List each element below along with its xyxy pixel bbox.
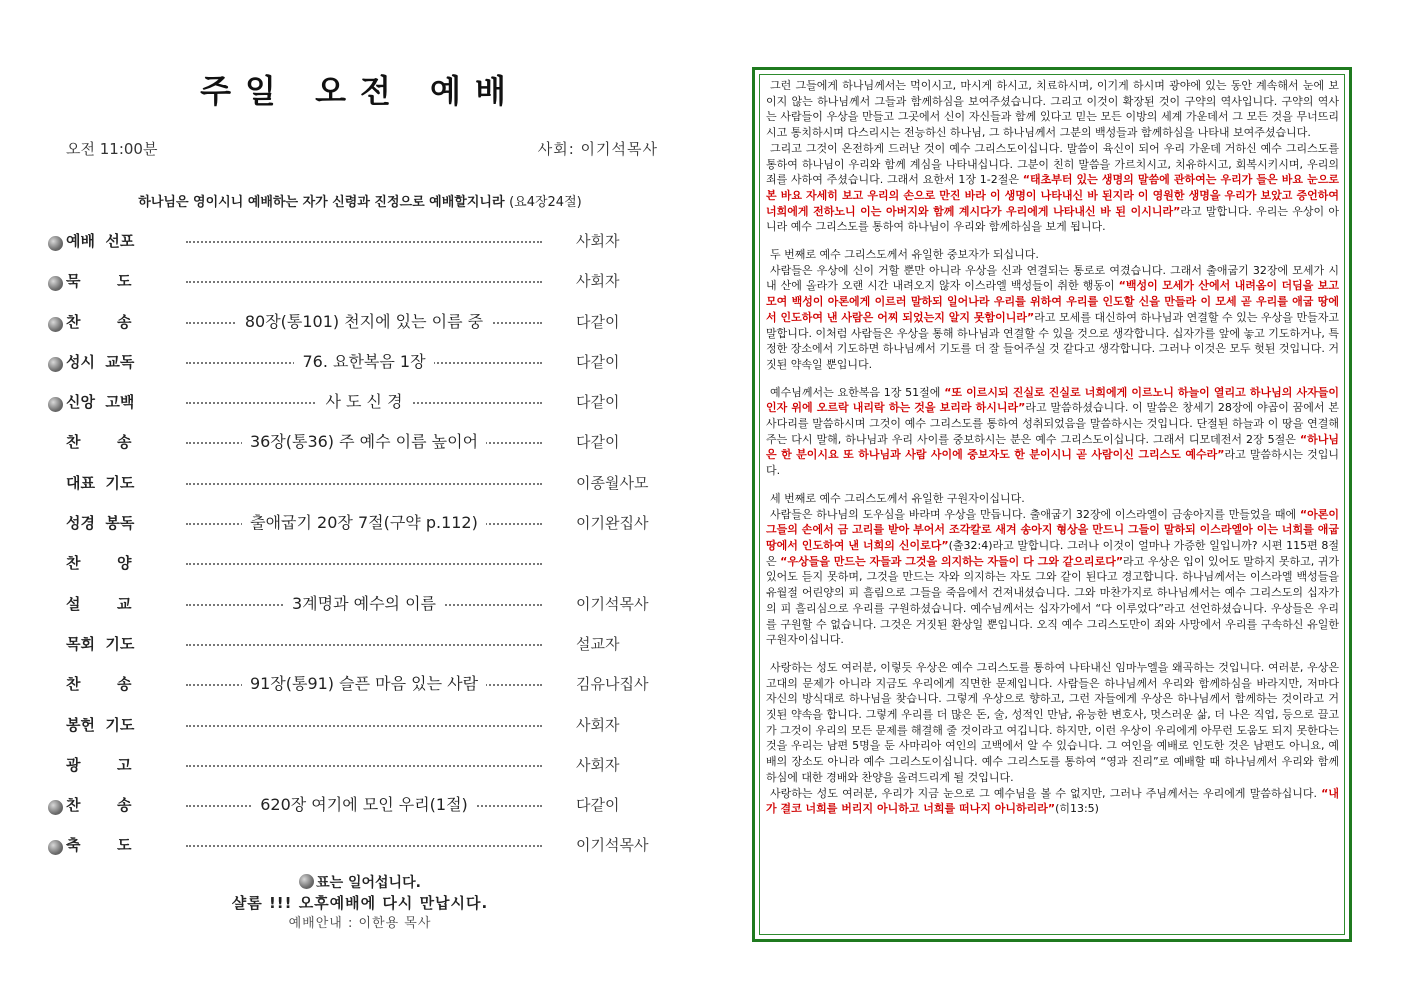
order-list xyxy=(40,226,680,871)
order-item-leader: 설교자 xyxy=(576,634,620,653)
sermon-paragraph xyxy=(766,247,1339,263)
sermon-text-run: 사랑하는 성도 여러분, 우리가 지금 눈으로 그 예수님을 볼 수 없지만, 그러나 주님께서는 우리에게 말씀하십니다. xyxy=(770,786,1322,800)
order-item xyxy=(40,508,680,548)
order-item-text: 36장(통36) 주 예수 이름 높이어 xyxy=(242,432,486,451)
sermon-text-run: 그런 그들에게 하나님께서는 먹이시고, 마시게 하시고, 치료하시며, 이기게 하시며 광야에 있는 동안 계속해서 눈에 보이지 않는 하나님께서 그들과 함께하심을 보여주셨습니다. 그리고 이것이 확장된 것이 구약의 역사입니다. 구약의 역사는 사람들이 우상을 만들고 그곳에서 신이 자신들과 함께 있다고 믿는 모든 이방의 세계 가운데서 그 모든 것을 무너뜨리시고 통치하시며 다스리시는 전능하신 하나님, 그 하나님께서 그분의 백성들과 함께하심을 나타내 보여주셨습니다. xyxy=(766,79,1339,140)
order-item-label: 찬 송 xyxy=(66,675,132,694)
scripture-quote: “태초부터 있는 생명의 말씀에 관하여는 우리가 들은 바요 눈으로 본 바요 자세히 보고 우리의 손으로 만진 바라 이 생명이 나타내신 바 된지라 이 영원한 생명을 우리가 보았고 증언하여 너희에게 전하노니 이는 아버지와 함께 계시다가 우리에게 나타내신 바 된 이시니라” xyxy=(766,173,1340,218)
sermon-paragraph xyxy=(766,786,1339,817)
order-item-content xyxy=(186,309,542,333)
scripture-quote: “백성이 모세가 산에서 내려옴이 더딤을 보고 모여 백성이 아론에게 이르러 말하되 일어나라 우리를 위하여 우리를 인도할 신을 만들라 이 모세 곧 우리를 애굽 땅에서 인도하여 낸 사람은 어찌 되었는지 알지 못함이니라” xyxy=(766,279,1339,324)
sermon-text-run: 세 번째로 예수 그리스도께서 유일한 구원자이십니다. xyxy=(770,491,1025,505)
order-item-text: 80장(통101) 천지에 있는 이름 중 xyxy=(237,312,491,331)
order-item-text: 3계명과 예수의 이름 xyxy=(284,594,444,613)
order-item-content xyxy=(186,429,542,453)
order-item-content xyxy=(186,832,542,856)
order-item-label: 성시 교독 xyxy=(66,352,135,371)
sermon-paragraph xyxy=(766,78,1339,141)
sermon-paragraph xyxy=(766,385,1339,479)
order-item-leader: 사회자 xyxy=(576,755,620,774)
order-item-label: 신앙 고백 xyxy=(66,393,135,412)
order-item-content xyxy=(186,470,542,494)
order-item-leader: 다같이 xyxy=(576,393,620,412)
stand-bullet-icon xyxy=(48,317,63,332)
sermon-paragraph xyxy=(766,141,1339,235)
order-item-content xyxy=(186,792,542,816)
order-item-content xyxy=(186,228,542,252)
order-item xyxy=(40,266,680,306)
order-item-text: 620장 여기에 모인 우리(1절) xyxy=(252,795,476,814)
order-item-label: 찬 송 xyxy=(66,433,132,452)
sermon-text-run: (출32:4)라고 말합니다. 그러나 이것이 얼마나 가증한 일입니까? 시편 115편 8절은 xyxy=(766,538,1339,568)
sermon-text-run: 라고 말씀하셨습니다. 이 말씀은 창세기 28장에 야곱이 꿈에서 본 사다리를 말씀하시며 그것이 예수 그리스도를 통하여 성취되었음을 말씀하시는 것입니다. 단절된 하늘과 이 땅을 연결해주는 다시 말해, 하나님과 우리 사이를 중보하시는 분은 예수 그리스도이십니다. 그래서 디모데전서 2장 5절은 xyxy=(766,401,1339,446)
stand-bullet-icon xyxy=(48,397,63,412)
stand-bullet-icon xyxy=(48,357,63,372)
service-guide: 예배안내 : 이한용 목사 xyxy=(288,916,432,931)
order-item xyxy=(40,669,680,709)
order-item-label: 대표 기도 xyxy=(66,473,135,492)
order-item-label: 목회 기도 xyxy=(66,634,135,653)
order-item xyxy=(40,307,680,347)
scripture-quote: “내가 결코 너희를 버리지 아니하고 너희를 떠나지 아니하리라” xyxy=(766,786,1339,816)
order-item-label: 묵 도 xyxy=(66,272,132,291)
order-item xyxy=(40,589,680,629)
order-item xyxy=(40,387,680,427)
order-item xyxy=(40,226,680,266)
order-item-leader: 다같이 xyxy=(576,352,620,371)
paragraph-gap xyxy=(766,373,1339,385)
shalom-note: 샬롬 !!! 오후예배에 다시 만납시다. xyxy=(231,894,489,912)
sermon-text-run: 그리고 그것이 온전하게 드러난 것이 예수 그리스도이십니다. 말씀이 육신이 되어 우리 가운데 거하신 예수 그리스도를 통하여 하나님이 우리와 함께 계심을 나타내십니다. 그분이 친히 말씀을 가르치시고, 치유하시고, 회복시키시며, 우리의 죄를 사하여 주셨습니다. 그래서 요한서 1장 1-2절은 xyxy=(766,141,1339,187)
order-item xyxy=(40,629,680,669)
order-item-leader: 사회자 xyxy=(576,232,620,250)
theme-verse xyxy=(40,191,680,210)
order-item xyxy=(40,830,680,870)
stand-bullet-icon xyxy=(48,800,63,815)
scripture-quote: “아론이 그들의 손에서 금 고리를 받아 부어서 조각칼로 새겨 송아지 형상을 만드니 그들이 말하되 이스라엘아 이는 너희를 애굽 땅에서 인도하여 낸 너희의 신이로다” xyxy=(766,507,1339,552)
order-item-label: 예배 선포 xyxy=(66,232,135,250)
order-item-leader: 사회자 xyxy=(576,272,620,291)
order-item-leader: 사회자 xyxy=(576,715,620,734)
sermon-text xyxy=(759,74,1345,935)
order-item-leader: 이기석목사 xyxy=(576,836,649,855)
stand-bullet-icon xyxy=(48,276,63,291)
order-item-label: 찬 송 xyxy=(66,796,132,815)
sermon-text-run: 라고 말씀하시는 것입니다. xyxy=(766,448,1339,478)
order-of-service xyxy=(40,60,680,960)
sermon-text-run: 사람들은 하나님의 도우심을 바라며 우상을 만듭니다. 출애굽기 32장에 이스라엘이 금송아지를 만들었을 때에 xyxy=(770,507,1300,521)
stand-bullet-icon xyxy=(48,236,63,251)
dotted-leader xyxy=(186,281,542,283)
sermon-text-run: 라고 우상은 입이 있어도 말하지 못하고, 귀가 있어도 듣지 못하며, 그것을 만드는 자와 의지하는 자도 그와 같이 된다고 경고합니다. 하나님께서는 이스라엘 백성들을 유월절 어린양의 피 흘림으로 그들을 죽음에서 건져내셨습니다. 그와 마찬가지로 하나님께서는 예수 그리스도의 십자가의 피 흘리심으로 우리를 구원하셨습니다. 예수님께서는 십자가에서 “다 이루었다”라고 선언하셨습니다. 우상들은 우리를 구원할 수 없습니다. 그것은 거짓된 환상일 뿐입니다. 오직 예수 그리스도만이 죄와 사망에서 우리를 구속하신 유일한 구원자이십니다. xyxy=(766,554,1339,647)
order-item-text: 출애굽기 20장 7절(구약 p.112) xyxy=(242,513,486,532)
dotted-leader xyxy=(186,563,542,565)
scripture-quote: “우상들을 만드는 자들과 그것을 의지하는 자들이 다 그와 같으리로다” xyxy=(780,554,1124,568)
paragraph-gap xyxy=(766,235,1339,247)
sermon-text-run: 라고 말합니다. 우리는 우상이 아니라 예수 그리스도를 통하여 하나님이 우리와 함께하심을 보게 됩니다. xyxy=(766,204,1339,234)
sermon-paragraph xyxy=(766,491,1339,507)
theme-verse-text: 하나님은 영이시니 예배하는 자가 신령과 진정으로 예배할지니라 xyxy=(138,195,505,210)
page-title: 주일 오전 예배 xyxy=(200,72,520,110)
order-item xyxy=(40,790,680,830)
paragraph-gap xyxy=(766,479,1339,491)
service-host: 사회: 이기석목사 xyxy=(537,140,658,158)
stand-bullet-icon xyxy=(299,874,314,889)
order-item-content xyxy=(186,752,542,776)
dotted-leader xyxy=(186,845,542,847)
sermon-text-run: 라고 모세를 대신하여 하나님과 연결할 수 있는 우상을 만들자고 말합니다. 이처럼 사람들은 우상을 통해 하나님과 연결할 수 있을 것으로 생각합니다. 십자가를 앞에 놓고 기도하거나, 특정한 장소에서 기도하면 하나님께서 기도를 더 잘 들어주실 것 같다고 생각합니다. 그러나 이것은 모두 헛된 것입니다. 거짓된 약속일 뿐입니다. xyxy=(766,310,1339,371)
service-time: 오전 11:00분 xyxy=(66,140,158,158)
stand-note-text: 표는 일어섭니다. xyxy=(316,875,421,891)
order-item-leader: 이기완집사 xyxy=(576,514,649,533)
order-item-leader: 다같이 xyxy=(576,433,620,452)
order-item-content xyxy=(186,349,542,373)
order-item-content xyxy=(186,268,542,292)
sermon-text-run: 예수님께서는 요한복음 1장 51절에 xyxy=(770,385,945,399)
dotted-leader xyxy=(186,644,542,646)
sermon-paragraph xyxy=(766,507,1339,648)
stand-note xyxy=(40,872,680,892)
sermon-text-run: 사랑하는 성도 여러분, 이렇듯 우상은 예수 그리스도를 통하여 나타내신 임마누엘을 왜곡하는 것입니다. 여러분, 우상은 고대의 문제가 아니라 지금도 우리에게 직면한 문제입니다. 사람들은 하나님께서 우리와 함께하심을 바라지만, 저마다 자신의 방식대로 하나님을 찾습니다. 그렇게 우상으로 향하고, 그런 자들에게 우상은 하나님께서 함께하는 것이라고 거짓된 약속을 합니다. 그렇게 우리를 더 많은 돈, 술, 성적인 만남, 유능한 변호사, 멋스러운 삶, 더 나은 직업, 등으로 끌고 가 그것이 우리의 모든 문제를 해결해 줄 것이라고 여깁니다. 하지만, 이런 우상이 우리에게 아무런 도움도 되지 못한다는 것을 우리는 남편 5명을 둔 사마리아 여인의 고백에서 알 수 있습니다. 그 여인을 예배로 인도한 것은 남편도 아니요, 예배의 장소도 아니라 예수 그리스도이십니다. 예수 그리스도를 통하여 “영과 진리”로 예배할 때 하나님께서 우리와 함께하심에 대한 경배와 찬양을 올려드리게 될 것입니다. xyxy=(766,660,1339,784)
sermon-text-run: 두 번째로 예수 그리스도께서 유일한 중보자가 되십니다. xyxy=(770,248,1039,262)
order-item-label: 성경 봉독 xyxy=(66,514,135,533)
dotted-leader xyxy=(186,765,542,767)
order-item-label: 축 도 xyxy=(66,836,132,855)
order-item-label: 봉헌 기도 xyxy=(66,715,135,734)
order-item xyxy=(40,710,680,750)
order-item-label: 찬 양 xyxy=(66,554,132,573)
stand-bullet-icon xyxy=(48,840,63,855)
sermon-text-run: (히13:5) xyxy=(1055,802,1099,816)
order-item-leader: 다같이 xyxy=(576,312,620,331)
order-item xyxy=(40,548,680,588)
dotted-leader xyxy=(186,483,542,485)
order-item-content xyxy=(186,712,542,736)
order-item-label: 광 고 xyxy=(66,755,132,774)
order-item-content xyxy=(186,671,542,695)
order-item-leader: 이종월사모 xyxy=(576,473,649,492)
order-item-label: 찬 송 xyxy=(66,312,132,331)
sermon-paragraph xyxy=(766,263,1339,373)
order-item-leader: 김유나집사 xyxy=(576,675,649,694)
scripture-quote: “또 이르시되 진실로 진실로 너희에게 이르노니 하늘이 열리고 하나님의 사자들이 인자 위에 오르락 내리락 하는 것을 보리라 하시니라” xyxy=(766,385,1339,415)
sermon-paragraph xyxy=(766,660,1339,786)
order-item-content xyxy=(186,550,542,574)
order-item-text: 사 도 신 경 xyxy=(317,392,410,411)
order-item xyxy=(40,750,680,790)
theme-verse-ref: (요4장24절) xyxy=(509,195,582,210)
order-item xyxy=(40,427,680,467)
order-item-content xyxy=(186,510,542,534)
order-item xyxy=(40,468,680,508)
scripture-quote: “하나님은 한 분이시요 또 하나님과 사람 사이에 중보자도 한 분이시니 곧 사람이신 그리스도 예수라” xyxy=(766,432,1339,462)
order-item-content xyxy=(186,631,542,655)
order-item-leader: 다같이 xyxy=(576,796,620,815)
order-item-text: 76. 요한복음 1장 xyxy=(294,352,433,371)
order-item xyxy=(40,347,680,387)
sermon-text-run: 사람들은 우상에 신이 거할 뿐만 아니라 우상을 신과 연결되는 통로로 여겼습니다. 그래서 출애굽기 32장에 모세가 시내 산에 올라가 오랜 시간 내려오지 않자 이스라엘 백성들이 취한 행동이 xyxy=(766,263,1339,293)
sermon-panel xyxy=(752,67,1352,942)
dotted-leader xyxy=(186,241,542,243)
paragraph-gap xyxy=(766,648,1339,660)
dotted-leader xyxy=(186,725,542,727)
order-item-text: 91장(통91) 슬픈 마음 있는 사람 xyxy=(242,674,486,693)
order-item-content xyxy=(186,389,542,413)
order-item-content xyxy=(186,591,542,615)
order-item-label: 설 교 xyxy=(66,594,132,613)
order-item-leader: 이기석목사 xyxy=(576,594,649,613)
